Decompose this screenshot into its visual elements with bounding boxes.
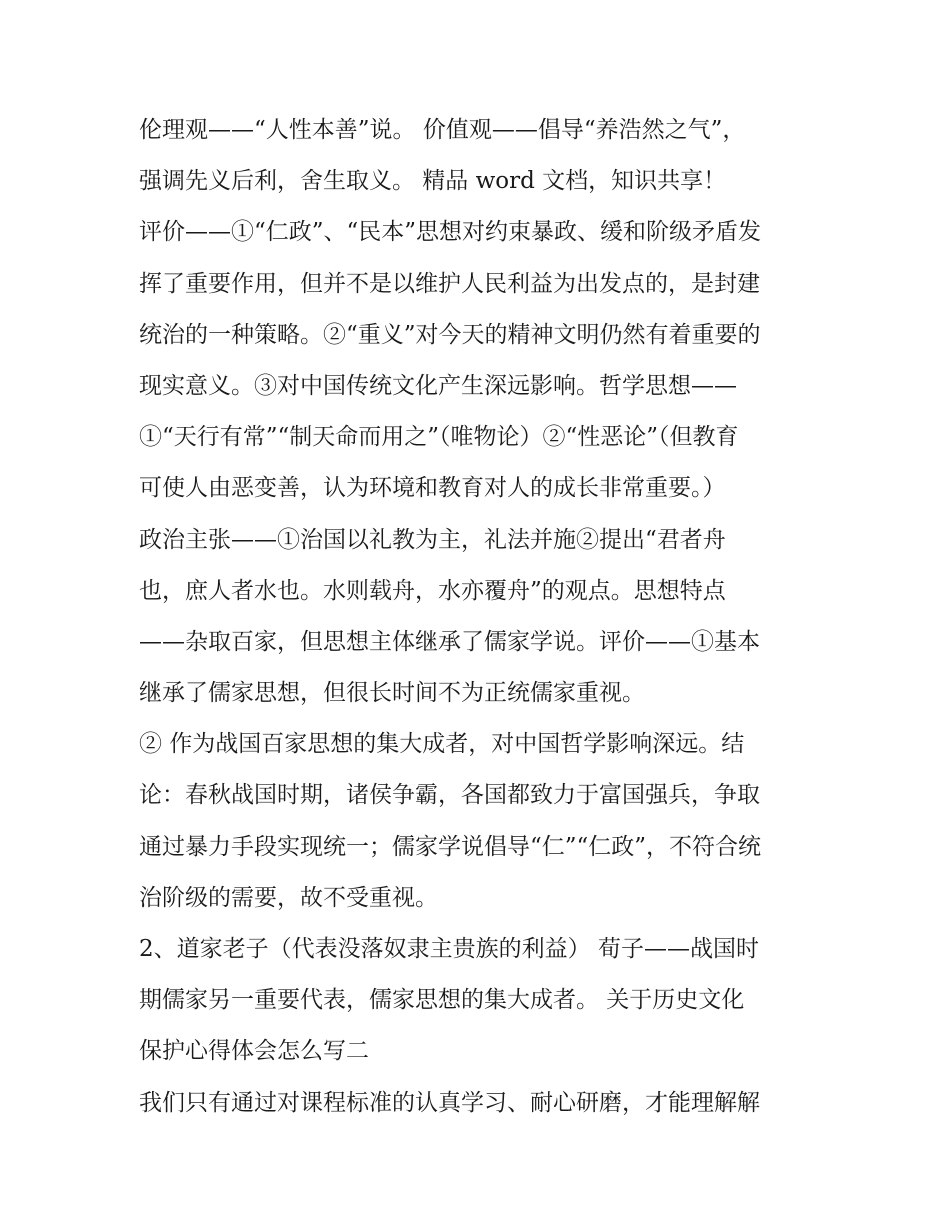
- text-line: ①“天行有常”“制天命而用之”（唯物论）②“性恶论”（但教育: [139, 424, 739, 451]
- text-line: 统治的一种策略。②“重义”对今天的精神文明仍然有着重要的: [139, 321, 761, 348]
- text-line: 保护心得体会怎么写二: [139, 1038, 369, 1065]
- text-line: 挥了重要作用，但并不是以维护人民利益为出发点的，是封建: [139, 270, 760, 297]
- text-line: 我们只有通过对课程标准的认真学习、耐心研磨，才能理解解: [139, 1089, 760, 1116]
- text-line: 可使人由恶变善，认为环境和教育对人的成长非常重要。）: [139, 475, 726, 502]
- text-line: 政治主张——①治国以礼教为主，礼法并施②提出“君者舟: [139, 526, 726, 553]
- text-line: 现实意义。③对中国传统文化产生深远影响。哲学思想——: [139, 372, 737, 399]
- text-line: 论：春秋战国时期，诸侯争霸，各国都致力于富国强兵，争取: [139, 782, 760, 809]
- text-line: 治阶级的需要，故不受重视。: [139, 884, 438, 911]
- text-line: 继承了儒家思想，但很长时间不为正统儒家重视。: [139, 680, 645, 707]
- text-line: 2、道家老子（代表没落奴隶主贵族的利益） 荀子——战国时: [139, 936, 759, 962]
- text-line: 评价——①“仁政”、“民本”思想对约束暴政、缓和阶级矛盾发: [139, 219, 762, 246]
- text-line: 期儒家另一重要代表，儒家思想的集大成者。 关于历史文化: [139, 987, 745, 1014]
- text-line: 也，庶人者水也。水则载舟，水亦覆舟”的观点。思想特点: [139, 577, 726, 604]
- text-line: ——杂取百家，但思想主体继承了儒家学说。评价——①基本: [139, 628, 760, 655]
- text-line: 强调先义后利，舍生取义。 精品 word 文档，知识共享！: [139, 168, 727, 195]
- text-line: 伦理观——“人性本善”说。 价值观——倡导“养浩然之气”，: [139, 117, 746, 143]
- text-line: ② 作为战国百家思想的集大成者，对中国哲学影响深远。结: [139, 731, 745, 758]
- document-body: [139, 105, 819, 1129]
- text-line: 通过暴力手段实现统一；儒家学说倡导“仁”“仁政”，不符合统: [139, 833, 762, 860]
